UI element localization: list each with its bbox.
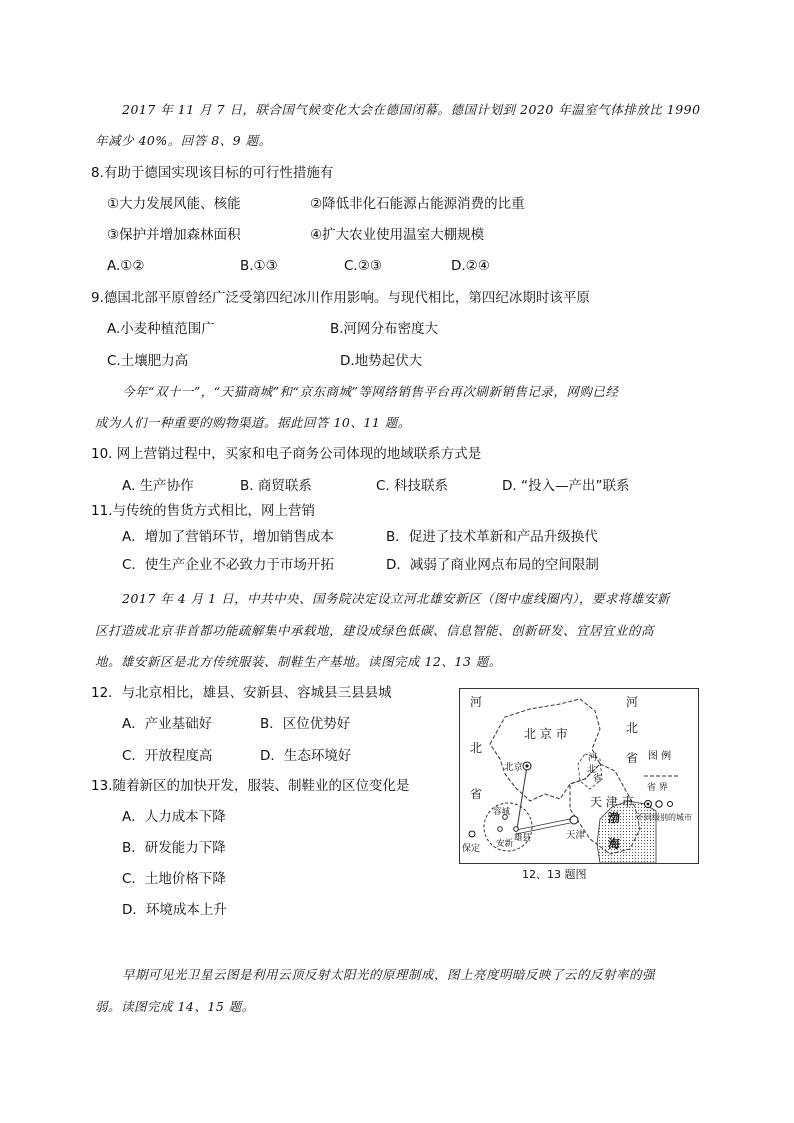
question-11-stem: 11.与传统的售货方式相比，网上营销 [91, 503, 315, 519]
question-12-option-d: D．生态环境好 [260, 748, 352, 764]
xiongan-map-figure [459, 688, 699, 864]
question-8-statement-2: ②降低非化石能源占能源消费的比重 [310, 196, 525, 212]
question-12-option-b: B．区位优势好 [260, 716, 351, 732]
question-8-option-b: B.①③ [240, 258, 278, 274]
beijing-xiongan-line [517, 766, 527, 829]
question-13-option-a: A．人力成本下降 [122, 809, 226, 825]
question-8-option-a: A.①② [107, 258, 145, 274]
question-13-stem: 13.随着新区的加快开发，服装、制鞋业的区位变化是 [91, 778, 410, 794]
question-12-option-a: A．产业基础好 [122, 716, 213, 732]
question-10-option-c: C. 科技联系 [376, 478, 449, 494]
map-label-baoding: 保定 [462, 844, 481, 854]
tianjin-marker [570, 816, 578, 824]
map-label-hebei-inner-1: 河 [588, 753, 598, 763]
question-11-option-c: C．使生产企业不必致力于市场开拓 [122, 557, 334, 573]
intro-paragraph-2-line-2: 成为人们一种重要的购物渠道。据此回答 10、11 题。 [95, 415, 411, 430]
map-label-sheng-right: 省 [626, 751, 639, 765]
legend-city-symbol-1-inner [647, 803, 650, 806]
intro-paragraph-4-line-1: 早期可见光卫星云图是利用云顶反射太阳光的原理制成，图上亮度明暗反映了云的反射率的强 [122, 967, 656, 982]
question-8-statement-1: ①大力发展风能、核能 [107, 196, 241, 212]
intro-paragraph-3-line-1: 2017 年 4 月 1 日，中共中央、国务院决定设立河北雄安新区（图中虚线圈内），要求将雄安新 [122, 591, 670, 606]
map-label-sheng-left: 省 [470, 787, 483, 801]
anxin-marker [498, 827, 503, 832]
map-label-hebei-inner-2: 北 [587, 765, 597, 775]
map-caption: 12、13 题图 [522, 868, 587, 881]
map-label-bei-left: 北 [470, 741, 483, 755]
map-label-bo: 渤 [608, 811, 621, 825]
question-8-option-c: C.②③ [344, 258, 382, 274]
map-legend-border-label: 省 界 [647, 783, 668, 793]
intro-paragraph-4-line-2: 弱。读图完成 14、15 题。 [95, 999, 255, 1014]
question-12-stem: 12．与北京相比，雄县、安新县、容城县三县县城 [91, 685, 392, 701]
question-11-option-d: D．减弱了商业网点布局的空间限制 [386, 557, 599, 573]
question-9-option-b: B.河网分布密度大 [330, 321, 439, 337]
question-13-option-d: D．环境成本上升 [122, 902, 227, 918]
question-9-option-a: A.小麦种植范围广 [107, 321, 215, 337]
question-8-stem: 8.有助于德国实现该目标的可行性措施有 [91, 165, 334, 181]
map-label-tianjin-shi: 天 津 市 [590, 795, 634, 809]
question-10-option-b: B. 商贸联系 [240, 478, 312, 494]
beijing-boundary [490, 699, 603, 801]
question-9-option-c: C.土壤肥力高 [107, 353, 189, 369]
intro-paragraph-3-line-3: 地。雄安新区是北方传统服装、制鞋生产基地。读图完成 12、13 题。 [95, 654, 502, 669]
question-8-statement-4: ④扩大农业使用温室大棚规模 [310, 227, 485, 243]
intro-paragraph-3-line-2: 区打造成北京非首都功能疏解集中承载地，建设成绿色低碳、信息智能、创新研发、宜居宜业的高 [95, 623, 655, 638]
question-8-statement-3: ③保护并增加森林面积 [107, 227, 241, 243]
question-9-option-d: D.地势起伏大 [340, 353, 423, 369]
map-label-he-right: 河 [626, 695, 639, 709]
intro-paragraph-2-line-1: 今年“双十一”，“天猫商城”和“京东商城”等网络销售平台再次刷新销售记录，网购已经 [122, 384, 619, 399]
question-10-stem: 10. 网上营销过程中，买家和电子商务公司体现的地域联系方式是 [91, 446, 482, 462]
question-8-option-d: D.②④ [451, 258, 490, 274]
map-label-rongcheng: 容城 [493, 807, 511, 817]
question-11-option-b: B．促进了技术革新和产品升级换代 [386, 529, 598, 545]
map-label-bei-right: 北 [626, 721, 639, 735]
bohai-sea [597, 801, 656, 863]
intro-paragraph-1-line-2: 年减少 40%。回答 8、9 题。 [95, 133, 272, 148]
legend-city-symbol-3 [668, 802, 673, 807]
map-label-tianjin: 天津 [566, 830, 586, 841]
question-11-option-a: A．增加了营销环节，增加销售成本 [122, 529, 334, 545]
baoding-marker [469, 831, 475, 837]
question-13-option-b: B．研发能力下降 [122, 840, 226, 856]
beijing-marker-inner [525, 764, 528, 767]
map-label-he-left: 河 [470, 695, 483, 709]
legend-city-symbol-2 [656, 801, 662, 807]
question-10-option-d: D. “投入—产出”联系 [502, 478, 630, 494]
question-12-option-c: C．开放程度高 [122, 748, 213, 764]
map-legend-cities-label: 不同级别的城市 [636, 813, 692, 822]
map-label-xiongxian: 雄县 [514, 833, 532, 843]
intro-paragraph-1-line-1: 2017 年 11 月 7 日，联合国气候变化大会在德国闭幕。德国计划到 2020 年温室气体排放比 1990 [122, 102, 701, 117]
map-label-beijing: 北京 [504, 762, 524, 773]
question-9-stem: 9.德国北部平原曾经广泛受第四纪冰川作用影响。与现代相比，第四纪冰期时该平原 [91, 290, 590, 306]
map-label-hebei-inner-3: 省 [593, 774, 603, 784]
map-label-hai: 海 [608, 837, 621, 851]
map-label-anxin: 安新 [496, 839, 514, 849]
map-legend-title: 图 例 [648, 751, 672, 762]
question-10-option-a: A. 生产协作 [122, 478, 194, 494]
map-label-beijing-shi: 北 京 市 [524, 727, 568, 741]
question-13-option-c: C．土地价格下降 [122, 871, 226, 887]
